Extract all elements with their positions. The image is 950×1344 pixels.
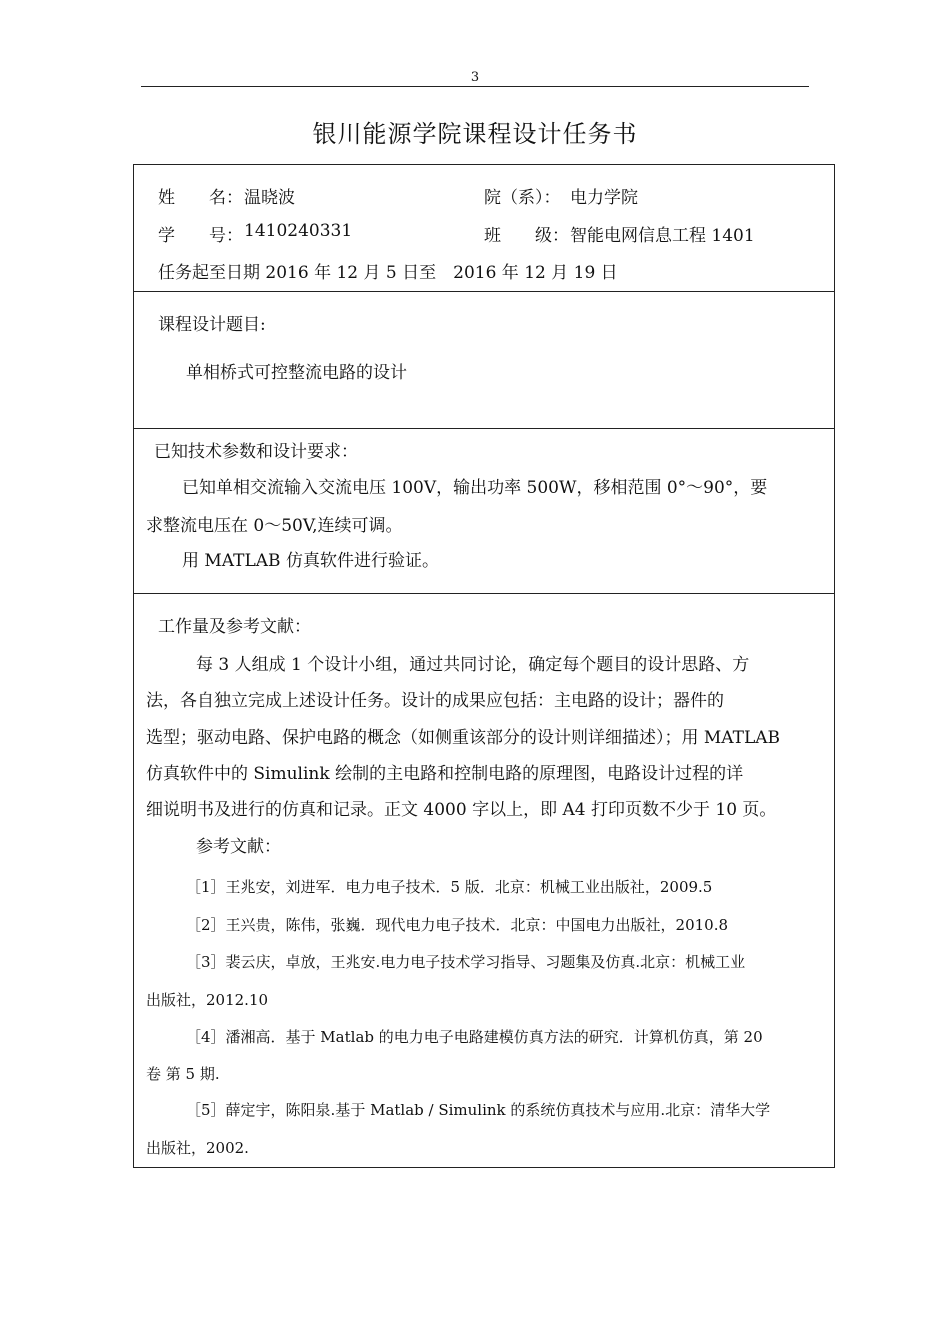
reference-1: ［1］王兆安，刘进军．电力电子技术．5 版．北京：机械工业出版社，2009.5 — [186, 878, 713, 896]
header-rule — [141, 86, 809, 87]
page-number: 3 — [470, 70, 480, 85]
topic-value: 单相桥式可控整流电路的设计 — [186, 363, 407, 383]
student-id-value: 1410240331 — [244, 221, 353, 241]
document-title: 银川能源学院课程设计任务书 — [312, 120, 638, 148]
class-label: 班 级： — [484, 226, 569, 246]
topic-label: 课程设计题目: — [158, 315, 266, 335]
workload-line-3: 选型；驱动电路、保护电路的概念（如侧重该部分的设计则详细描述）；用 MATLAB — [146, 728, 781, 748]
reference-5-cont: 出版社，2002. — [146, 1139, 249, 1157]
reference-2: ［2］王兴贵，陈伟，张巍．现代电力电子技术．北京：中国电力出版社，2010.8 — [186, 916, 729, 934]
requirements-line-2: 求整流电压在 0～50V,连续可调。 — [146, 516, 403, 536]
task-form-table — [133, 164, 835, 1168]
workload-line-5: 细说明书及进行的仿真和记录。正文 4000 字以上，即 A4 打印页数不少于 10 页。 — [146, 800, 777, 820]
student-id-label: 学 号： — [158, 226, 243, 246]
workload-line-2: 法，各自独立完成上述设计任务。设计的成果应包括：主电路的设计；器件的 — [146, 691, 724, 711]
department-label: 院（系）： — [484, 188, 561, 208]
task-dates: 任务起至日期 2016 年 12 月 5 日至 2016 年 12 月 19 日 — [158, 263, 618, 283]
reference-4: ［4］潘湘高．基于 Matlab 的电力电子电路建模仿真方法的研究．计算机仿真，第 20 — [186, 1028, 763, 1046]
class-value: 智能电网信息工程 1401 — [570, 226, 755, 246]
topic-section — [134, 292, 834, 429]
reference-4-cont: 卷 第 5 期. — [146, 1065, 220, 1083]
requirements-label: 已知技术参数和设计要求： — [154, 442, 358, 462]
reference-3-cont: 出版社，2012.10 — [146, 991, 269, 1009]
name-label: 姓 名： — [158, 188, 243, 208]
student-info-section — [134, 165, 834, 292]
references-label: 参考文献： — [196, 837, 281, 857]
requirements-line-3: 用 MATLAB 仿真软件进行验证。 — [182, 551, 439, 571]
requirements-section — [134, 429, 834, 594]
reference-5: ［5］薛定宇，陈阳泉.基于 Matlab / Simulink 的系统仿真技术与应用.北京：清华大学 — [186, 1101, 771, 1119]
workload-line-1: 每 3 人组成 1 个设计小组，通过共同讨论，确定每个题目的设计思路、方 — [196, 655, 750, 675]
reference-3: ［3］裴云庆，卓放，王兆安.电力电子技术学习指导、习题集及仿真.北京：机械工业 — [186, 953, 746, 971]
workload-line-4: 仿真软件中的 Simulink 绘制的主电路和控制电路的原理图，电路设计过程的详 — [146, 764, 744, 784]
workload-section — [134, 594, 834, 1167]
workload-label: 工作量及参考文献： — [158, 617, 311, 637]
department-value: 电力学院 — [570, 188, 638, 208]
requirements-line-1: 已知单相交流输入交流电压 100V，输出功率 500W，移相范围 0°～90°，要 — [182, 478, 768, 498]
name-value: 温晓波 — [244, 188, 295, 208]
